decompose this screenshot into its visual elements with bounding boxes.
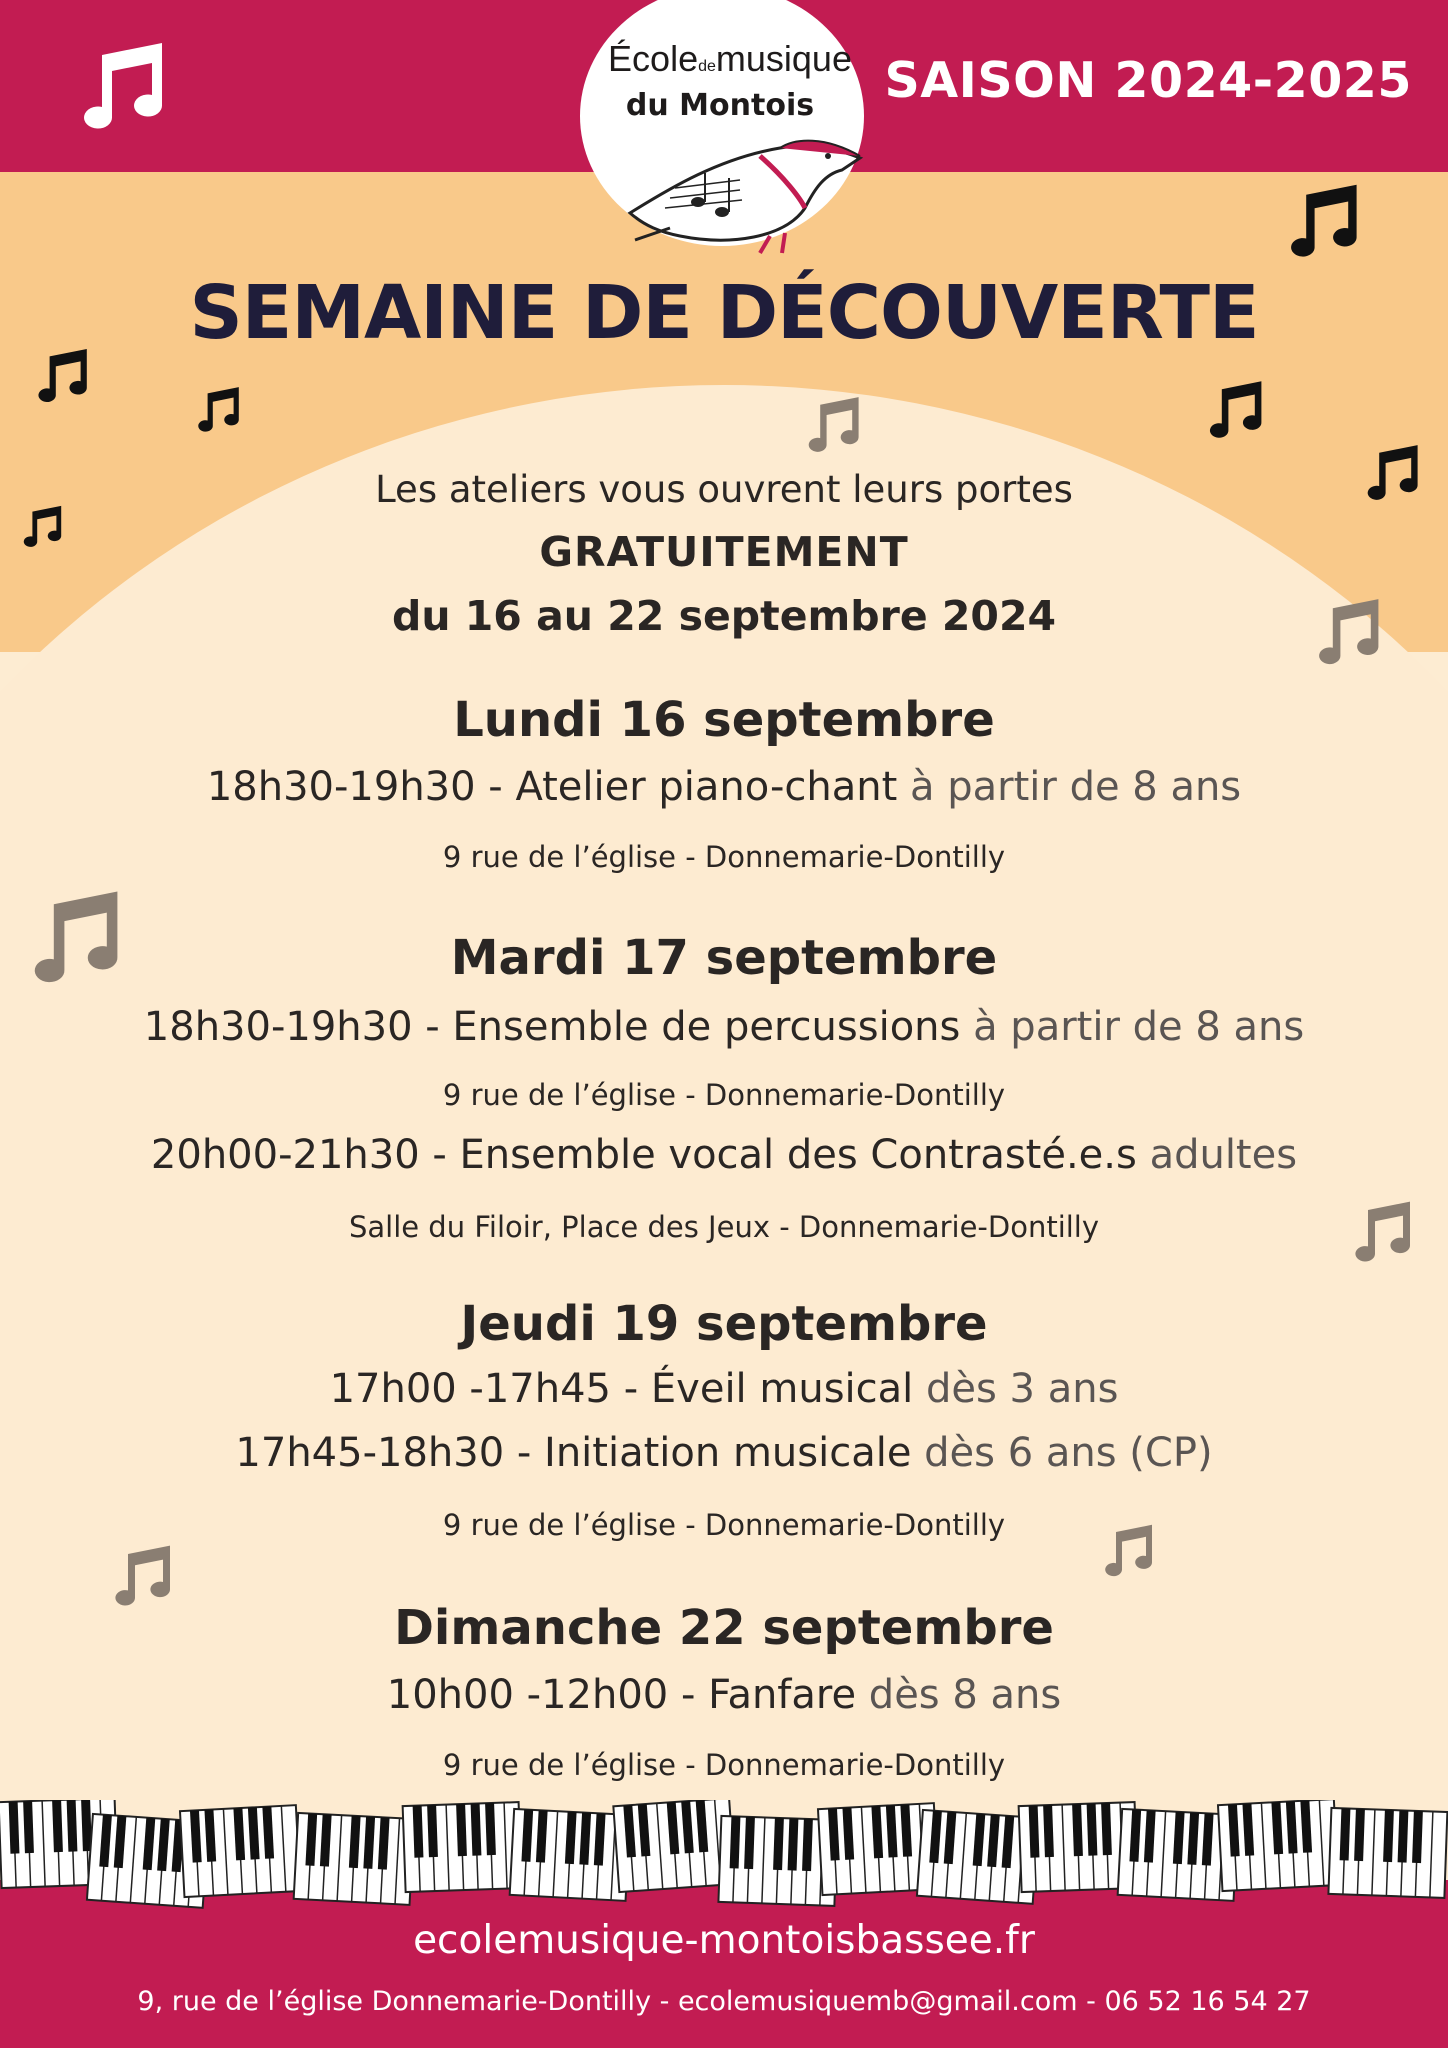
activity-eveil: 17h00 -17h45 - Éveil musical dès 3 ans (329, 1366, 1119, 1412)
intro-line1: Les ateliers vous ouvrent leurs portes (375, 468, 1073, 511)
website-link[interactable]: ecolemusique-montoisbassee.fr (413, 1918, 1035, 1963)
activity-age: dès 3 ans (926, 1366, 1119, 1412)
activity-age: à partir de 8 ans (973, 1004, 1305, 1050)
activity-time: 10h00 -12h00 (386, 1672, 669, 1718)
main-title: SEMAINE DE DÉCOUVERTE (189, 270, 1259, 356)
activity-name: Initiation musicale (544, 1430, 912, 1476)
activity-piano-chant: 18h30-19h30 - Atelier piano-chant à partir de 8 ans (206, 764, 1242, 810)
piano-keyboard-segment (1328, 1808, 1447, 1898)
activity-time: 17h00 -17h45 (329, 1366, 612, 1412)
day-title-lundi: Lundi 16 septembre (453, 692, 995, 748)
activity-initiation: 17h45-18h30 - Initiation musicale dès 6 ans (CP) (235, 1430, 1213, 1476)
day-title-dimanche: Dimanche 22 septembre (394, 1600, 1054, 1656)
logo-line2: du Montois (625, 88, 815, 123)
activity-time: 17h45-18h30 (235, 1430, 505, 1476)
activity-vocal: 20h00-21h30 - Ensemble vocal des Contrasté.e.s adultes (150, 1132, 1298, 1178)
activity-address: 9 rue de l’église - Donnemarie-Dontilly (442, 1078, 1006, 1112)
piano-keyboard-segment (180, 1805, 300, 1897)
activity-time: 18h30-19h30 (143, 1004, 413, 1050)
day-title-jeudi: Jeudi 19 septembre (460, 1296, 988, 1352)
activity-age: à partir de 8 ans (910, 764, 1242, 810)
activity-address: 9 rue de l’église - Donnemarie-Dontilly (442, 1508, 1006, 1542)
activity-name: Ensemble de percussions (452, 1004, 961, 1050)
music-note-icon (72, 30, 172, 140)
piano-keyboard-segment (1218, 1800, 1338, 1891)
activity-fanfare: 10h00 -12h00 - Fanfare dès 8 ans (386, 1672, 1062, 1718)
activity-address: 9 rue de l’église - Donnemarie-Dontilly (442, 1748, 1006, 1782)
intro-dates: du 16 au 22 septembre 2024 (391, 592, 1057, 640)
logo-word-musique: musique (715, 38, 852, 79)
activity-percussions: 18h30-19h30 - Ensemble de percussions à partir de 8 ans (143, 1004, 1305, 1050)
activity-age: dès 6 ans (CP) (924, 1430, 1213, 1476)
bird-logo-icon (610, 118, 870, 258)
logo-word-de: de (698, 58, 716, 75)
activity-address: Salle du Filoir, Place des Jeux - Donnemarie-Dontilly (348, 1210, 1100, 1244)
activity-age: adultes (1149, 1132, 1298, 1178)
logo-text (600, 38, 860, 124)
piano-keyboard-segment (294, 1813, 414, 1905)
logo-line1 (600, 38, 860, 88)
contact-line: 9, rue de l’église Donnemarie-Dontilly - ecolemusiquemb@gmail.com - 06 52 16 54 27 (137, 1986, 1311, 2017)
music-note-icon (192, 380, 244, 438)
activity-name: Fanfare (708, 1672, 857, 1718)
activity-age: dès 8 ans (868, 1672, 1062, 1718)
piano-keys-icon (0, 1800, 1448, 1920)
activity-name: Atelier piano-chant (515, 764, 898, 810)
activity-time: 18h30-19h30 (206, 764, 476, 810)
music-note-icon (1202, 372, 1268, 446)
piano-keyboard-segment (613, 1800, 735, 1892)
music-note-icon (1268, 178, 1378, 262)
logo-word-ecole: École (608, 38, 699, 79)
intro-line2: GRATUITEMENT (539, 528, 909, 576)
season-label: SAISON 2024-2025 (884, 52, 1412, 109)
piano-keyboard-segment (403, 1802, 522, 1892)
activity-time: 20h00-21h30 (150, 1132, 420, 1178)
activity-name: Éveil musical (650, 1366, 914, 1412)
activity-name: Ensemble vocal des Contrasté.e.s (459, 1132, 1137, 1178)
day-title-mardi: Mardi 17 septembre (450, 930, 998, 986)
activity-address: 9 rue de l’église - Donnemarie-Dontilly (442, 840, 1006, 874)
piano-keyboard-segment (510, 1809, 630, 1901)
music-note-icon (792, 392, 874, 456)
